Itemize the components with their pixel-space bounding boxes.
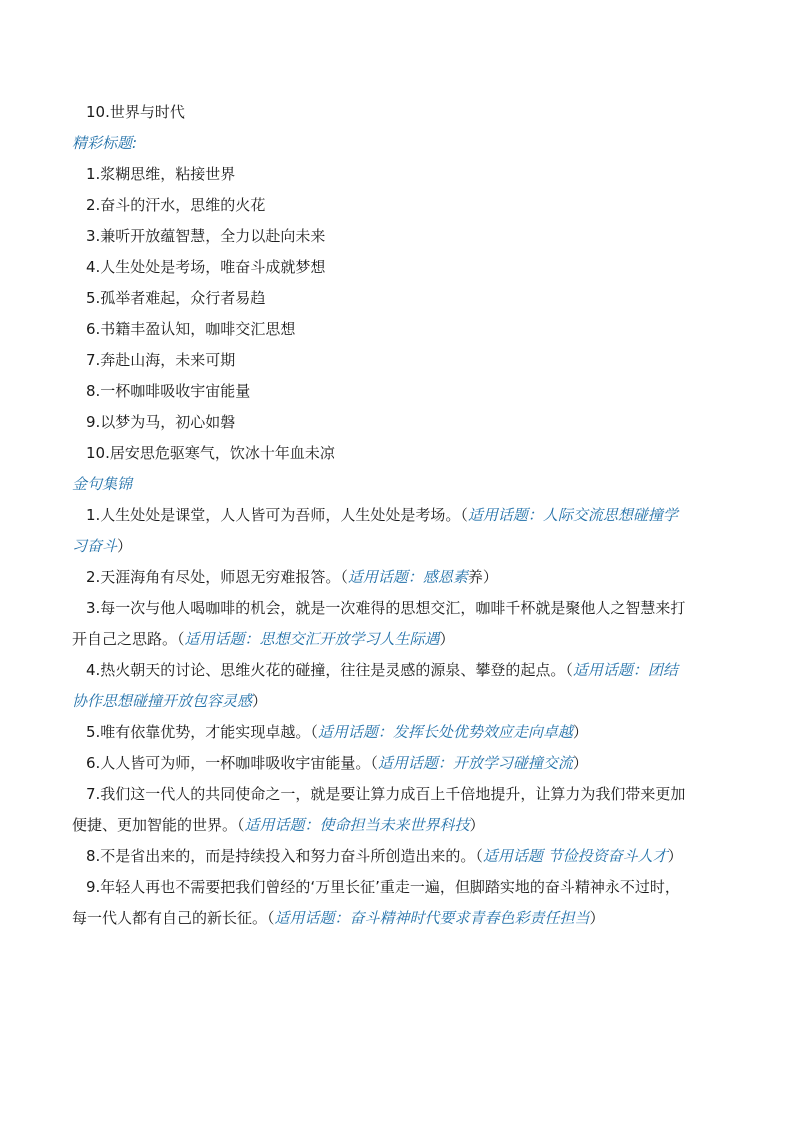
quote-tail: ）: [667, 847, 683, 865]
title-item: 5.孤举者难起，众行者易趋: [86, 289, 266, 307]
quote-item: [72, 872, 724, 934]
quote-item: [72, 562, 724, 593]
quote-tail: ）: [572, 723, 588, 741]
quote-text-continued: 便捷、更加智能的世界。（: [72, 816, 245, 834]
title-item: 2.奋斗的汗水，思维的火花: [86, 196, 266, 214]
quote-text: 2.天涯海角有尽处，师恩无穷难报答。（: [86, 568, 348, 586]
quote-text: 5.唯有依靠优势，才能实现卓越。（: [86, 723, 318, 741]
document-content: [72, 97, 724, 934]
quote-topic: 适用话题：奋斗精神时代要求青春色彩责任担当: [274, 909, 590, 927]
quote-tail: 养）: [467, 568, 498, 586]
title-item: 8.一杯咖啡吸收宇宙能量: [86, 382, 251, 400]
title-item: 1.浆糊思维，粘接世界: [86, 165, 236, 183]
quote-tail: ）: [572, 754, 588, 772]
quote-topic: 适用话题：开放学习碰撞交流: [377, 754, 573, 772]
quote-item: [72, 748, 724, 779]
quote-topic: 适用话题：使命担当未来世界科技: [244, 816, 470, 834]
title-item: 9.以梦为马，初心如磐: [86, 413, 236, 431]
quote-item: [72, 779, 724, 841]
title-item: 6.书籍丰盈认知，咖啡交汇思想: [86, 320, 296, 338]
quotes-heading: 金句集锦: [72, 475, 133, 493]
quote-text-continued: 每一代人都有自己的新长征。（: [72, 909, 275, 927]
titles-heading: 精彩标题:: [72, 134, 138, 152]
section-title: 10.世界与时代: [86, 103, 185, 121]
title-item: 10.居安思危驱寒气，饮冰十年血未凉: [86, 444, 335, 462]
quote-text: 3.每一次与他人喝咖啡的机会，就是一次难得的思想交汇，咖啡千杯就是聚他人之智慧来打: [86, 599, 686, 617]
quote-topic: 适用话题：团结: [572, 661, 678, 679]
quote-topic: 适用话题：思想交汇开放学习人生际遇: [184, 630, 440, 648]
quote-text: 7.我们这一代人的共同使命之一，就是要让算力成百上千倍地提升，让算力为我们带来更加: [86, 785, 686, 803]
quote-text: 6.人人皆可为师，一杯咖啡吸收宇宙能量。（: [86, 754, 378, 772]
quote-topic-continued: 习奋斗: [72, 537, 118, 555]
quote-text: 8.不是省出来的，而是持续投入和努力奋斗所创造出来的。（: [86, 847, 483, 865]
quote-tail: ）: [117, 537, 133, 555]
title-item: 3.兼听开放蕴智慧，全力以赴向未来: [86, 227, 326, 245]
quote-tail: ）: [469, 816, 485, 834]
quote-tail: ）: [589, 909, 605, 927]
quote-text: 1.人生处处是课堂，人人皆可为吾师，人生处处是考场。（: [86, 506, 468, 524]
title-item: 4.人生处处是考场，唯奋斗成就梦想: [86, 258, 326, 276]
quote-tail: ）: [252, 692, 268, 710]
quote-text-continued: 开自己之思路。（: [72, 630, 185, 648]
quote-topic: 适用话题：人际交流思想碰撞学: [467, 506, 678, 524]
quote-item: [72, 717, 724, 748]
quote-topic: 适用话题：发挥长处优势效应走向卓越: [317, 723, 573, 741]
quote-item: [72, 655, 724, 717]
quote-tail: ）: [439, 630, 455, 648]
quote-item: [72, 500, 724, 562]
quote-topic-continued: 协作思想碰撞开放包容灵感: [72, 692, 253, 710]
quote-text: 4.热火朝天的讨论、思维火花的碰撞，往往是灵感的源泉、攀登的起点。（: [86, 661, 573, 679]
quote-text: 9.年轻人再也不需要把我们曾经的‘万里长征’重走一遍，但脚踏实地的奋斗精神永不过时，: [86, 878, 680, 896]
quote-topic: 适用话题 节俭投资奋斗人才: [482, 847, 668, 865]
quote-topic: 适用话题：感恩素: [347, 568, 468, 586]
quote-item: [72, 841, 724, 872]
title-item: 7.奔赴山海，未来可期: [86, 351, 236, 369]
quote-item: [72, 593, 724, 655]
